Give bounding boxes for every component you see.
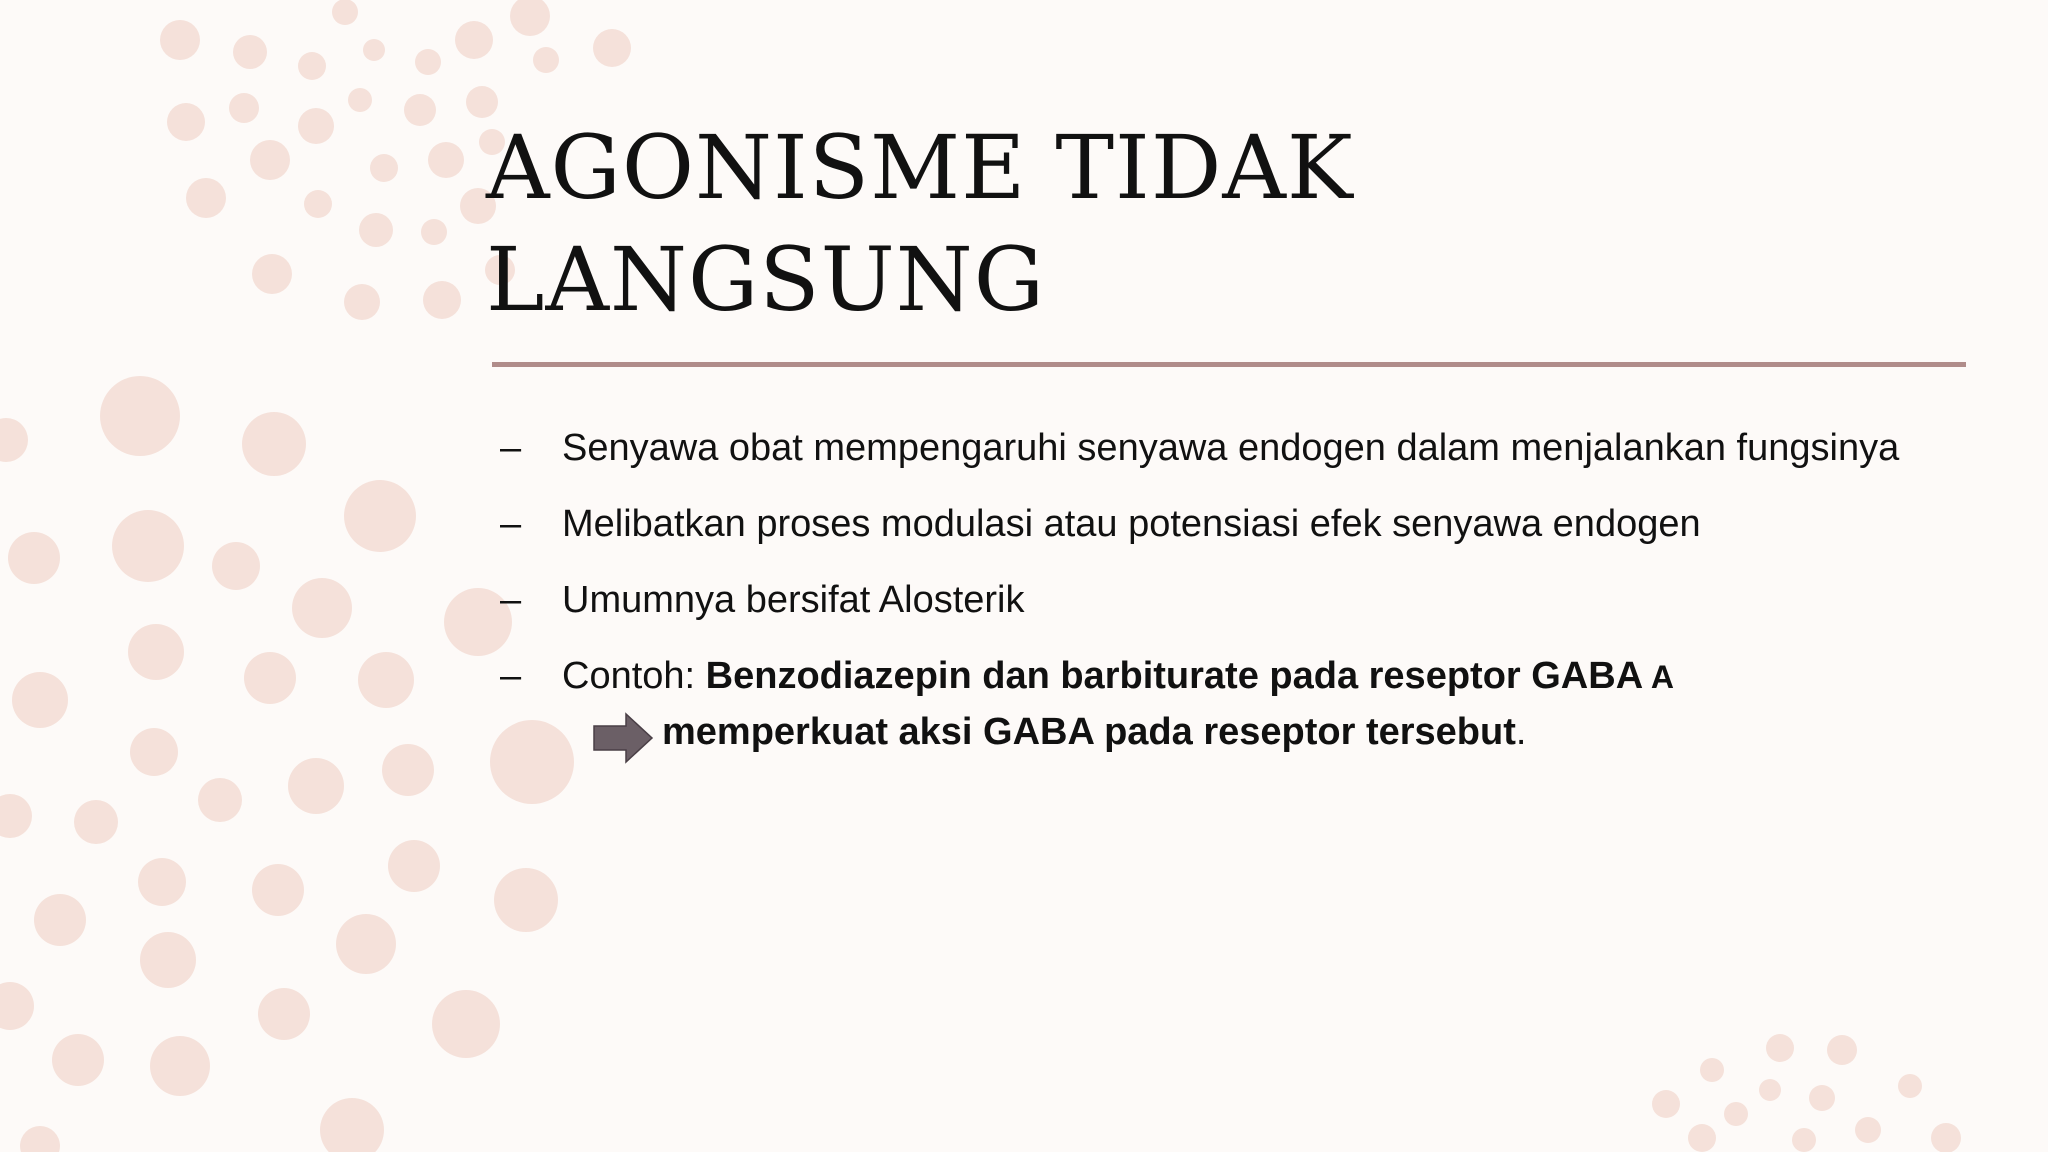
bullet-text: Senyawa obat mempengaruhi senyawa endogen dalam menjalankan fungsinya (562, 427, 1900, 469)
slide-title-line-2: LANGSUNG (486, 228, 1046, 331)
sub-bullet-text (662, 704, 1526, 760)
bullet-marker: – (500, 655, 522, 697)
bullet-marker: – (500, 579, 522, 621)
right-arrow-icon (592, 712, 654, 764)
slide-title-line-1: AGONISME TIDAK (486, 116, 1354, 219)
bullet-item-1 (500, 420, 2000, 496)
bullet-text (562, 648, 1674, 705)
bullet-marker: – (500, 503, 522, 545)
bullet-item-3 (500, 572, 2000, 648)
bullet-text: Umumnya bersifat Alosterik (562, 579, 1025, 621)
bullet-list (500, 420, 2000, 724)
slide-title (486, 112, 1986, 336)
bullet-suffix: A (1643, 659, 1674, 695)
sub-bullet-suffix: . (1515, 711, 1527, 753)
bullet-bold-text: Benzodiazepin dan barbiturate pada reseptor GABA (705, 655, 1644, 697)
bullet-text: Melibatkan proses modulasi atau potensiasi efek senyawa endogen (562, 503, 1701, 545)
bullet-marker: – (500, 427, 522, 469)
title-divider (492, 362, 1966, 367)
sub-bullet-bold-text: memperkuat aksi GABA pada reseptor tersebut (662, 711, 1516, 753)
bullet-prefix: Contoh: (562, 655, 706, 697)
bullet-item-2 (500, 496, 2000, 572)
